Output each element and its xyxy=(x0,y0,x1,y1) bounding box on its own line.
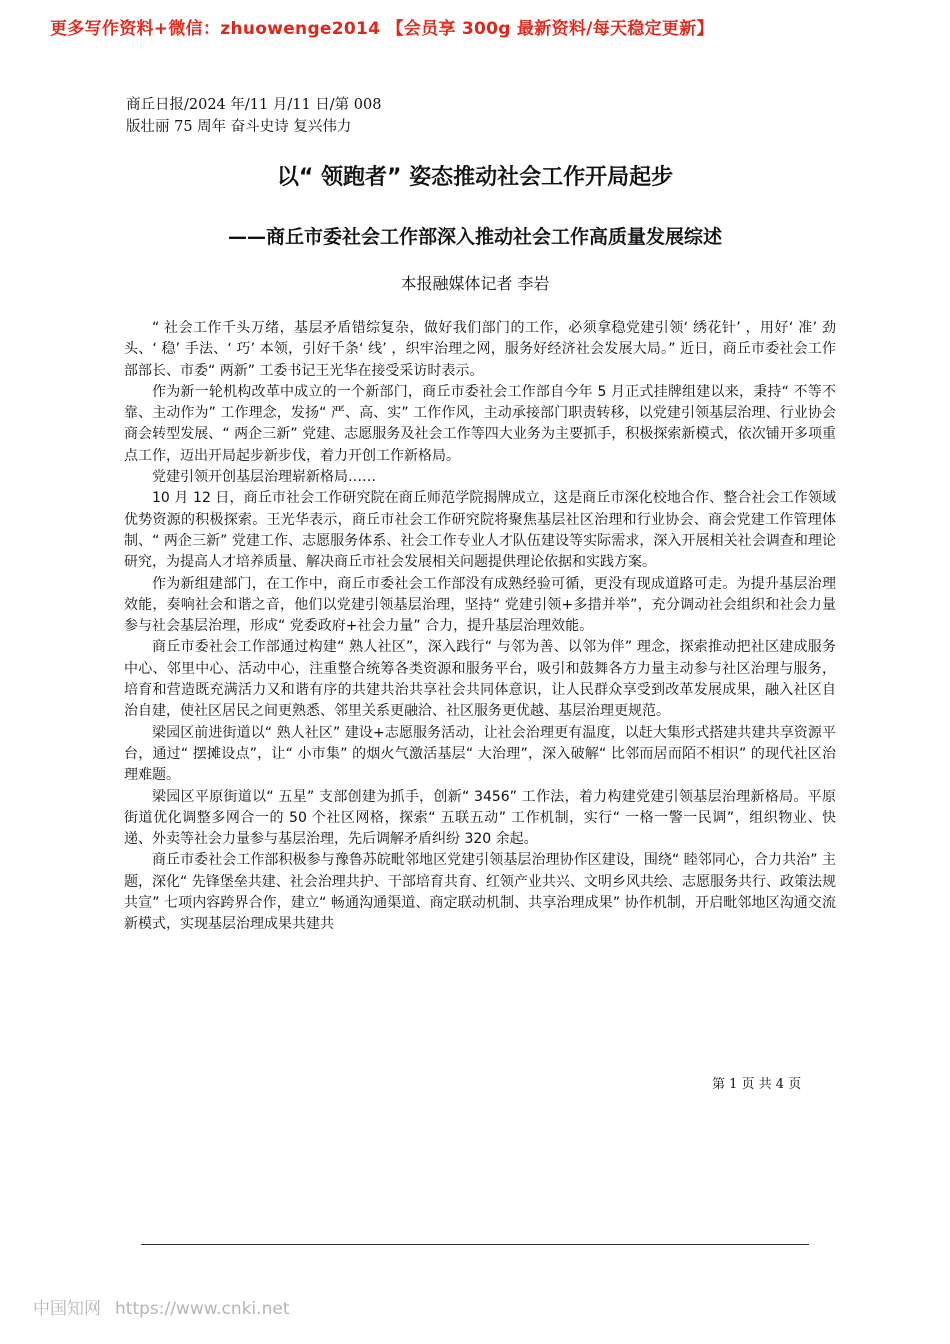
source-info xyxy=(126,94,381,138)
paragraph: 商丘市委社会工作部积极参与豫鲁苏皖毗邻地区党建引领基层治理协作区建设，围绕“ 睦邻同心，合力共治” 主题，深化“ 先锋堡垒共建、社会治理共护、干部培育共育、红领产业共兴、文明乡风共绘、志愿服务共行、政策法规共宣” 七项内容跨界合作，建立“ 畅通沟通渠道、商定联动机制、共享治理成果” 协作机制，开启毗邻地区沟通交流新模式，实现基层治理成果共建共 xyxy=(124,852,836,933)
watermark-brand: 中国知网 xyxy=(33,1299,101,1319)
source-line-1: 商丘日报/2024 年/11 月/11 日/第 008 xyxy=(126,97,382,113)
article-byline: 本报融媒体记者 李岩 xyxy=(400,274,550,293)
watermark-url: https://www.cnki.net xyxy=(115,1299,290,1319)
article-subtitle: ——商丘市委社会工作部深入推动社会工作高质量发展综述 xyxy=(227,226,722,248)
paragraph: 作为新组建部门，在工作中，商丘市委社会工作部没有成熟经验可循，更没有现成道路可走。为提升基层治理效能，奏响社会和谐之音，他们以党建引领基层治理，坚持“ 党建引领+多措并举”，充分调动社会组织和社会力量参与社会基层治理，形成“ 党委政府+社会力量” 合力，提升基层治理效能。 xyxy=(124,575,836,635)
paragraph: 10 月 12 日，商丘市社会工作研究院在商丘师范学院揭牌成立，这是商丘市深化校地合作、整合社会工作领域优势资源的积极探索。王光华表示，商丘市社会工作研究院将聚焦基层社区治理和行业协会、商会党建工作管理体制、“ 两企三新” 党建工作、志愿服务体系、社会工作专业人才队伍建设等实际需求，深入开展相关社会调查和理论研究，为提高人才培养质量、解决商丘市社会发展相关问题提供理论依据和实践方案。 xyxy=(124,490,836,571)
source-line-2: 版壮丽 75 周年 奋斗史诗 复兴伟力 xyxy=(126,119,352,135)
paragraph: 梁园区前进街道以“ 熟人社区” 建设+志愿服务活动，让社会治理更有温度，以赶大集形式搭建共建共享资源平台，通过“ 摆摊设点”，让“ 小市集” 的烟火气激活基层“ 大治理”，深入破解“ 比邻而居而陌不相识” 的现代社区治理难题。 xyxy=(124,724,836,784)
paragraph: 商丘市委社会工作部通过构建“ 熟人社区”，深入践行“ 与邻为善、以邻为伴” 理念，探索推动把社区建成服务中心、邻里中心、活动中心，注重整合统筹各类资源和服务平台，吸引和鼓舞各方力量主动参与社区治理与服务，培育和营造既充满活力又和谐有序的共建共治共享社会共同体意识，让人民群众享受到改革发展成果，融入社区自治自建，使社区居民之间更熟悉、邻里关系更融洽、社区服务更优越、基层治理更规范。 xyxy=(124,639,836,720)
paragraph: 作为新一轮机构改革中成立的一个新部门，商丘市委社会工作部自今年 5 月正式挂牌组建以来，秉持“ 不等不靠、主动作为” 工作理念，发扬“ 严、高、实” 工作作风，主动承接部门职责转移，以党建引领基层治理、行业协会商会转型发展、“ 两企三新” 党建、志愿服务及社会工作等四大业务为主要抓手，积极探索新模式，依次铺开多项重点工作，迈出开局起步新步伐，着力开创工作新格局。 xyxy=(124,383,836,464)
section-heading: 党建引领开创基层治理崭新格局…… xyxy=(152,469,376,486)
page-number: 第 1 页 共 4 页 xyxy=(712,1077,802,1092)
footer-divider xyxy=(141,1244,809,1245)
article-body xyxy=(124,318,836,936)
paragraph: “ 社会工作千头万绪，基层矛盾错综复杂，做好我们部门的工作，必须拿稳党建引领‘ 绣花针’ ，用好‘ 准’ 劲头、‘ 稳’ 手法、‘ 巧’ 本领，引好千条‘ 线’ ，织牢治理之网，服务好经济社会发展大局。” 近日，商丘市委社会工作部部长、市委“ 两新” 工委书记王光华在接受采访时表示。 xyxy=(124,320,836,379)
article-title: 以“ 领跑者” 姿态推动社会工作开局起步 xyxy=(276,165,674,190)
cnki-watermark xyxy=(33,1294,289,1319)
promo-banner: 更多写作资料+微信：zhuowenge2014 【会员享 300g 最新资料/每天稳定更新】 xyxy=(50,19,714,39)
paragraph: 梁园区平原街道以“ 五星” 支部创建为抓手，创新“ 3456” 工作法，着力构建党建引领基层治理新格局。平原街道优化调整多网合一的 50 个社区网格，探索“ 五联五动” 工作机制，实行“ 一格一警一民调”，组织物业、快递、外卖等社会力量参与基层治理，先后调解矛盾纠纷 320 余起。 xyxy=(124,788,836,848)
